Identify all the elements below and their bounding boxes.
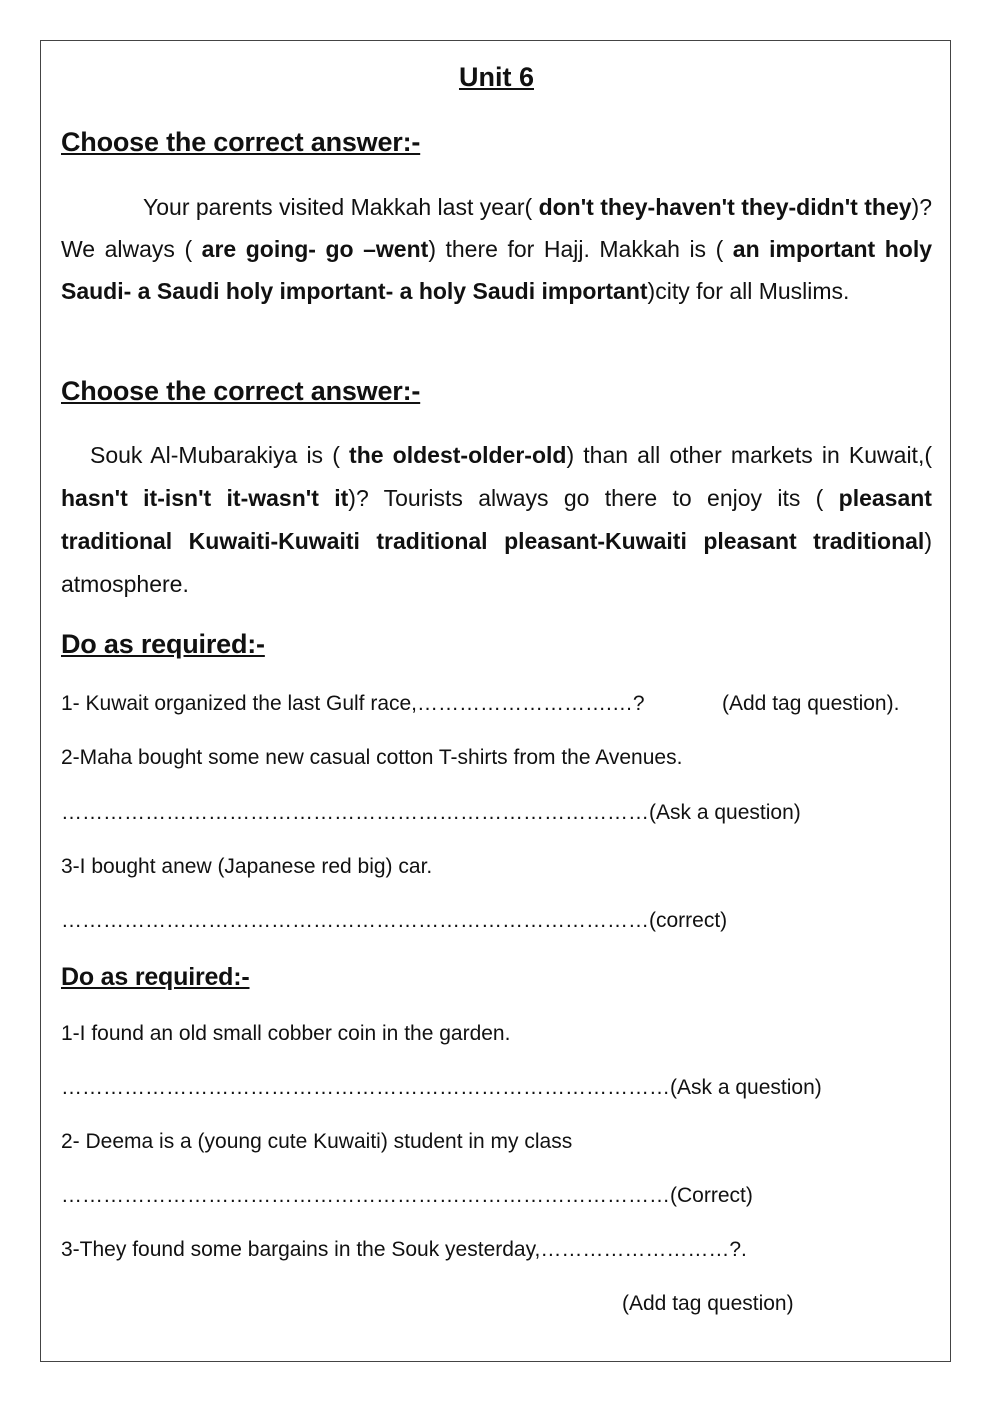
s1-options-3: an important holy Saudi- a Saudi holy important- a holy Saudi important (61, 236, 933, 304)
s4-question-2: 2- Deema is a (young cute Kuwaiti) student in my class (61, 1130, 573, 1153)
s2-text-3: )? Tourists always go there to enjoy its ( (348, 485, 839, 511)
s2-text-1: Souk Al-Mubarakiya is ( (90, 442, 350, 468)
s1-options-2: are going- go –went (201, 236, 429, 262)
s2-options-3: pleasant traditional Kuwaiti-Kuwaiti traditional pleasant-Kuwaiti pleasant traditional (61, 485, 932, 554)
s1-text-3: ) there for Hajj. Makkah is ( (428, 236, 733, 262)
s3-question-1-note: (Add tag question). (722, 692, 900, 715)
s3-question-1: 1- Kuwait organized the last Gulf race,……………………….…? (61, 692, 645, 715)
section-3-heading: Do as required:- (61, 629, 265, 659)
s3-question-3-answer-line: …………………………………………………………………………(correct) (61, 909, 728, 932)
section-2-paragraph (61, 434, 932, 606)
s2-text-2: ) than all other markets in Kuwait,( (566, 442, 932, 468)
section-1-heading: Choose the correct answer:- (61, 127, 421, 157)
s4-question-3-note: (Add tag question) (622, 1292, 794, 1315)
s4-question-3: 3-They found some bargains in the Souk yesterday,………………………?. (61, 1238, 747, 1261)
s3-question-3: 3-I bought anew (Japanese red big) car. (61, 855, 433, 878)
section-4-heading: Do as required:- (61, 963, 250, 991)
s4-question-2-answer-line: ……………………………………………………………………………(Correct) (61, 1184, 753, 1207)
s2-text-4: ) atmosphere. (61, 528, 932, 597)
page-title: Unit 6 (458, 62, 534, 92)
s3-question-2-answer-line: …………………………………………………………………………(Ask a question) (61, 801, 801, 824)
s3-question-2: 2-Maha bought some new casual cotton T-shirts from the Avenues. (61, 746, 683, 769)
s1-text-2: )? We always ( (61, 194, 932, 262)
s1-options-1: don't they-haven't they-didn't they (538, 194, 912, 220)
section-2-heading: Choose the correct answer:- (61, 376, 421, 406)
s2-options-2: hasn't it-isn't it-wasn't it (61, 485, 349, 511)
s1-text-4: )city for all Muslims. (647, 278, 850, 304)
s2-options-1: the oldest-older-old (349, 442, 567, 468)
s1-text-1: Your parents visited Makkah last year( (143, 194, 539, 220)
section-1-paragraph (61, 186, 932, 312)
s4-question-1: 1-I found an old small cobber coin in the garden. (61, 1022, 511, 1045)
s4-question-1-answer-line: ……………………………………………………………………………(Ask a question) (61, 1076, 822, 1099)
